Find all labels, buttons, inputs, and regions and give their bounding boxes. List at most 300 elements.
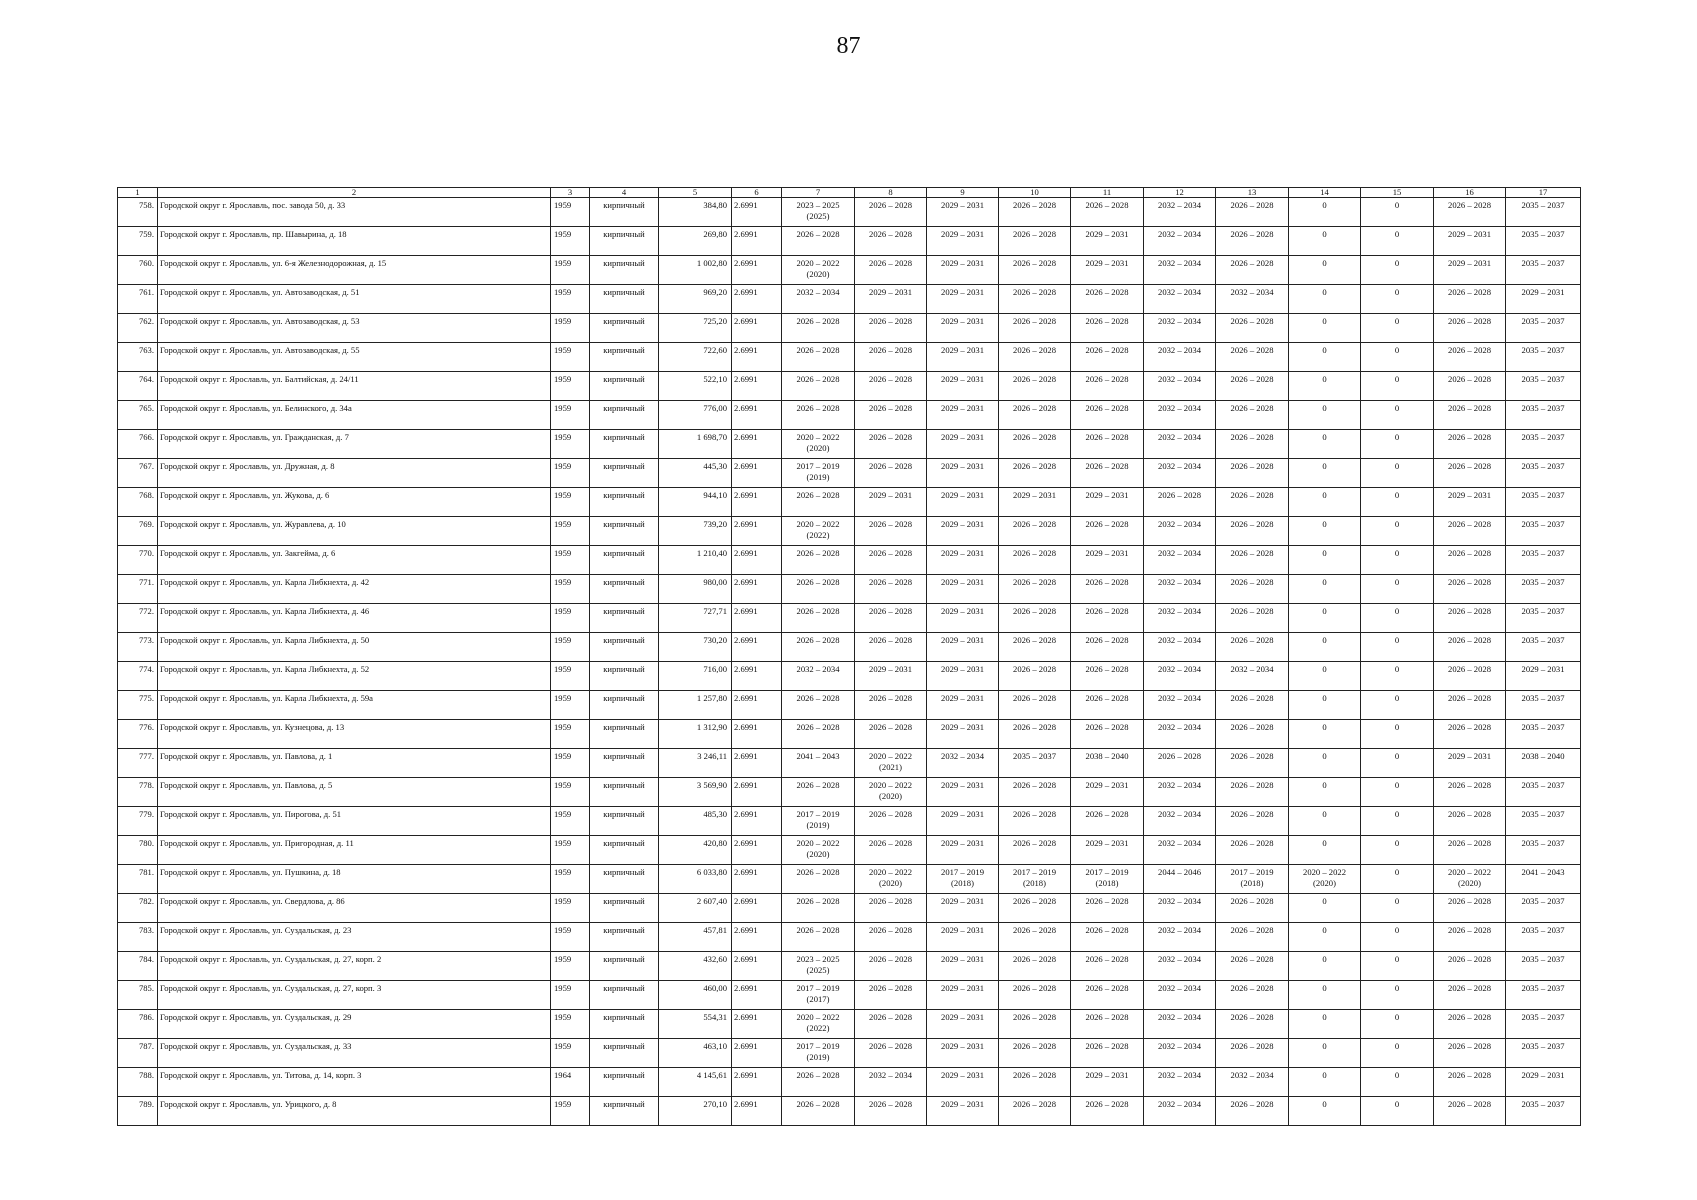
cell-col-16: 2026 – 2028 — [1434, 691, 1506, 720]
cell-col-7: 2026 – 2028 — [782, 343, 855, 372]
cell-col-12: 2032 – 2034 — [1144, 633, 1216, 662]
cell-col-12: 2032 – 2034 — [1144, 807, 1216, 836]
cell-col-8: 2026 – 2028 — [855, 372, 927, 401]
cell-col-9: 2029 – 2031 — [927, 662, 999, 691]
cell-col-11: 2026 – 2028 — [1071, 517, 1144, 546]
cell-col-1: 786. — [118, 1010, 158, 1039]
cell-col-3: 1959 — [551, 952, 590, 981]
cell-col-11: 2029 – 2031 — [1071, 778, 1144, 807]
cell-col-3: 1959 — [551, 546, 590, 575]
table-row — [118, 1068, 1581, 1097]
cell-col-14: 0 — [1289, 749, 1361, 778]
cell-col-12: 2032 – 2034 — [1144, 285, 1216, 314]
cell-col-8: 2026 – 2028 — [855, 459, 927, 488]
cell-col-16: 2026 – 2028 — [1434, 952, 1506, 981]
cell-col-7: 2026 – 2028 — [782, 604, 855, 633]
cell-col-2: Городской округ г. Ярославль, ул. Суздальская, д. 27, корп. 3 — [158, 981, 551, 1010]
cell-col-4: кирпичный — [590, 459, 659, 488]
cell-col-15: 0 — [1361, 1010, 1434, 1039]
cell-col-11: 2026 – 2028 — [1071, 604, 1144, 633]
cell-col-16: 2026 – 2028 — [1434, 981, 1506, 1010]
cell-col-14: 0 — [1289, 1010, 1361, 1039]
cell-col-2: Городской округ г. Ярославль, ул. Павлова, д. 1 — [158, 749, 551, 778]
cell-col-17: 2029 – 2031 — [1506, 285, 1581, 314]
table-row — [118, 256, 1581, 285]
cell-col-10: 2026 – 2028 — [999, 314, 1071, 343]
cell-col-4: кирпичный — [590, 952, 659, 981]
table-row — [118, 865, 1581, 894]
cell-col-6: 2.6991 — [732, 227, 782, 256]
cell-col-14: 0 — [1289, 633, 1361, 662]
table-row — [118, 1010, 1581, 1039]
cell-col-9: 2029 – 2031 — [927, 981, 999, 1010]
cell-col-3: 1959 — [551, 256, 590, 285]
cell-col-9: 2029 – 2031 — [927, 430, 999, 459]
cell-col-12: 2032 – 2034 — [1144, 343, 1216, 372]
cell-col-5: 3 246,11 — [659, 749, 732, 778]
cell-col-11: 2026 – 2028 — [1071, 894, 1144, 923]
cell-col-5: 420,80 — [659, 836, 732, 865]
cell-col-15: 0 — [1361, 401, 1434, 430]
cell-col-13: 2026 – 2028 — [1216, 343, 1289, 372]
table-row — [118, 517, 1581, 546]
cell-col-5: 432,60 — [659, 952, 732, 981]
cell-col-7: 2020 – 2022 (2020) — [782, 836, 855, 865]
cell-col-13: 2026 – 2028 — [1216, 691, 1289, 720]
cell-col-7: 2032 – 2034 — [782, 662, 855, 691]
cell-col-16: 2026 – 2028 — [1434, 285, 1506, 314]
cell-col-10: 2026 – 2028 — [999, 1039, 1071, 1068]
cell-col-1: 788. — [118, 1068, 158, 1097]
cell-col-5: 776,00 — [659, 401, 732, 430]
table-row — [118, 807, 1581, 836]
cell-col-17: 2035 – 2037 — [1506, 894, 1581, 923]
table-row — [118, 575, 1581, 604]
cell-col-17: 2035 – 2037 — [1506, 227, 1581, 256]
cell-col-15: 0 — [1361, 1039, 1434, 1068]
cell-col-3: 1959 — [551, 1039, 590, 1068]
cell-col-13: 2026 – 2028 — [1216, 256, 1289, 285]
cell-col-5: 1 257,80 — [659, 691, 732, 720]
cell-col-11: 2026 – 2028 — [1071, 198, 1144, 227]
cell-col-2: Городской округ г. Ярославль, ул. Автозаводская, д. 53 — [158, 314, 551, 343]
cell-col-3: 1959 — [551, 314, 590, 343]
cell-col-12: 2032 – 2034 — [1144, 372, 1216, 401]
cell-col-6: 2.6991 — [732, 633, 782, 662]
cell-col-2: Городской округ г. Ярославль, ул. 6-я Железнодорожная, д. 15 — [158, 256, 551, 285]
cell-col-14: 0 — [1289, 807, 1361, 836]
cell-col-10: 2026 – 2028 — [999, 1097, 1071, 1126]
column-number-row — [118, 188, 1581, 198]
cell-col-12: 2032 – 2034 — [1144, 604, 1216, 633]
cell-col-5: 944,10 — [659, 488, 732, 517]
cell-col-6: 2.6991 — [732, 517, 782, 546]
cell-col-5: 730,20 — [659, 633, 732, 662]
cell-col-16: 2026 – 2028 — [1434, 807, 1506, 836]
cell-col-7: 2017 – 2019 (2019) — [782, 459, 855, 488]
cell-col-3: 1959 — [551, 807, 590, 836]
cell-col-4: кирпичный — [590, 488, 659, 517]
table-row — [118, 604, 1581, 633]
cell-col-9: 2029 – 2031 — [927, 575, 999, 604]
cell-col-8: 2026 – 2028 — [855, 836, 927, 865]
cell-col-15: 0 — [1361, 923, 1434, 952]
cell-col-6: 2.6991 — [732, 720, 782, 749]
cell-col-1: 758. — [118, 198, 158, 227]
cell-col-17: 2035 – 2037 — [1506, 778, 1581, 807]
cell-col-13: 2032 – 2034 — [1216, 662, 1289, 691]
cell-col-2: Городской округ г. Ярославль, ул. Автозаводская, д. 51 — [158, 285, 551, 314]
cell-col-3: 1959 — [551, 778, 590, 807]
cell-col-9: 2029 – 2031 — [927, 604, 999, 633]
cell-col-17: 2035 – 2037 — [1506, 691, 1581, 720]
cell-col-14: 0 — [1289, 836, 1361, 865]
cell-col-11: 2026 – 2028 — [1071, 343, 1144, 372]
cell-col-5: 445,30 — [659, 459, 732, 488]
cell-col-7: 2026 – 2028 — [782, 633, 855, 662]
cell-col-15: 0 — [1361, 778, 1434, 807]
cell-col-2: Городской округ г. Ярославль, пр. Шавырина, д. 18 — [158, 227, 551, 256]
cell-col-16: 2026 – 2028 — [1434, 662, 1506, 691]
cell-col-4: кирпичный — [590, 343, 659, 372]
column-number-9: 9 — [927, 188, 999, 198]
cell-col-2: Городской округ г. Ярославль, ул. Гражданская, д. 7 — [158, 430, 551, 459]
cell-col-14: 0 — [1289, 256, 1361, 285]
cell-col-16: 2026 – 2028 — [1434, 604, 1506, 633]
cell-col-2: Городской округ г. Ярославль, ул. Пушкина, д. 18 — [158, 865, 551, 894]
cell-col-2: Городской округ г. Ярославль, ул. Пирогова, д. 51 — [158, 807, 551, 836]
cell-col-17: 2035 – 2037 — [1506, 198, 1581, 227]
cell-col-10: 2026 – 2028 — [999, 430, 1071, 459]
cell-col-7: 2020 – 2022 (2020) — [782, 430, 855, 459]
cell-col-17: 2035 – 2037 — [1506, 517, 1581, 546]
cell-col-10: 2026 – 2028 — [999, 285, 1071, 314]
cell-col-14: 0 — [1289, 488, 1361, 517]
cell-col-12: 2032 – 2034 — [1144, 923, 1216, 952]
cell-col-7: 2023 – 2025 (2025) — [782, 198, 855, 227]
table-row — [118, 1097, 1581, 1126]
cell-col-1: 762. — [118, 314, 158, 343]
table-row — [118, 633, 1581, 662]
cell-col-6: 2.6991 — [732, 923, 782, 952]
cell-col-7: 2026 – 2028 — [782, 1097, 855, 1126]
cell-col-17: 2035 – 2037 — [1506, 314, 1581, 343]
cell-col-7: 2020 – 2022 (2020) — [782, 256, 855, 285]
cell-col-7: 2026 – 2028 — [782, 372, 855, 401]
cell-col-12: 2032 – 2034 — [1144, 314, 1216, 343]
cell-col-6: 2.6991 — [732, 662, 782, 691]
cell-col-17: 2035 – 2037 — [1506, 546, 1581, 575]
cell-col-13: 2026 – 2028 — [1216, 430, 1289, 459]
cell-col-14: 0 — [1289, 372, 1361, 401]
cell-col-5: 4 145,61 — [659, 1068, 732, 1097]
cell-col-15: 0 — [1361, 575, 1434, 604]
cell-col-17: 2035 – 2037 — [1506, 836, 1581, 865]
cell-col-11: 2038 – 2040 — [1071, 749, 1144, 778]
cell-col-4: кирпичный — [590, 633, 659, 662]
cell-col-2: Городской округ г. Ярославль, ул. Балтийская, д. 24/11 — [158, 372, 551, 401]
cell-col-10: 2026 – 2028 — [999, 546, 1071, 575]
cell-col-4: кирпичный — [590, 778, 659, 807]
cell-col-3: 1959 — [551, 401, 590, 430]
cell-col-16: 2029 – 2031 — [1434, 488, 1506, 517]
cell-col-4: кирпичный — [590, 894, 659, 923]
cell-col-8: 2026 – 2028 — [855, 256, 927, 285]
cell-col-10: 2026 – 2028 — [999, 459, 1071, 488]
table-row — [118, 488, 1581, 517]
cell-col-12: 2032 – 2034 — [1144, 198, 1216, 227]
cell-col-6: 2.6991 — [732, 575, 782, 604]
cell-col-16: 2026 – 2028 — [1434, 633, 1506, 662]
cell-col-8: 2026 – 2028 — [855, 227, 927, 256]
cell-col-16: 2026 – 2028 — [1434, 923, 1506, 952]
cell-col-10: 2026 – 2028 — [999, 343, 1071, 372]
cell-col-12: 2032 – 2034 — [1144, 401, 1216, 430]
column-number-5: 5 — [659, 188, 732, 198]
cell-col-15: 0 — [1361, 865, 1434, 894]
cell-col-16: 2020 – 2022 (2020) — [1434, 865, 1506, 894]
cell-col-16: 2026 – 2028 — [1434, 401, 1506, 430]
column-number-2: 2 — [158, 188, 551, 198]
cell-col-6: 2.6991 — [732, 401, 782, 430]
table-row — [118, 227, 1581, 256]
cell-col-11: 2017 – 2019 (2018) — [1071, 865, 1144, 894]
cell-col-1: 767. — [118, 459, 158, 488]
cell-col-7: 2026 – 2028 — [782, 1068, 855, 1097]
cell-col-15: 0 — [1361, 430, 1434, 459]
cell-col-8: 2026 – 2028 — [855, 981, 927, 1010]
cell-col-17: 2035 – 2037 — [1506, 1010, 1581, 1039]
cell-col-13: 2026 – 2028 — [1216, 1010, 1289, 1039]
cell-col-14: 0 — [1289, 981, 1361, 1010]
housing-register-table — [117, 187, 1581, 1126]
cell-col-9: 2029 – 2031 — [927, 633, 999, 662]
cell-col-8: 2026 – 2028 — [855, 575, 927, 604]
cell-col-14: 0 — [1289, 459, 1361, 488]
cell-col-16: 2026 – 2028 — [1434, 372, 1506, 401]
cell-col-4: кирпичный — [590, 575, 659, 604]
cell-col-3: 1959 — [551, 923, 590, 952]
cell-col-4: кирпичный — [590, 662, 659, 691]
cell-col-6: 2.6991 — [732, 836, 782, 865]
cell-col-4: кирпичный — [590, 923, 659, 952]
cell-col-8: 2029 – 2031 — [855, 662, 927, 691]
cell-col-11: 2029 – 2031 — [1071, 256, 1144, 285]
cell-col-5: 1 698,70 — [659, 430, 732, 459]
cell-col-2: Городской округ г. Ярославль, ул. Павлова, д. 5 — [158, 778, 551, 807]
cell-col-8: 2026 – 2028 — [855, 517, 927, 546]
cell-col-3: 1959 — [551, 981, 590, 1010]
cell-col-2: Городской округ г. Ярославль, ул. Карла Либкнехта, д. 59а — [158, 691, 551, 720]
cell-col-9: 2029 – 2031 — [927, 1039, 999, 1068]
cell-col-10: 2026 – 2028 — [999, 517, 1071, 546]
cell-col-6: 2.6991 — [732, 807, 782, 836]
cell-col-13: 2026 – 2028 — [1216, 1097, 1289, 1126]
table-body — [118, 198, 1581, 1126]
cell-col-16: 2029 – 2031 — [1434, 227, 1506, 256]
cell-col-15: 0 — [1361, 198, 1434, 227]
cell-col-3: 1959 — [551, 749, 590, 778]
cell-col-15: 0 — [1361, 952, 1434, 981]
cell-col-12: 2032 – 2034 — [1144, 720, 1216, 749]
table-row — [118, 778, 1581, 807]
table-row — [118, 836, 1581, 865]
cell-col-7: 2026 – 2028 — [782, 314, 855, 343]
cell-col-16: 2026 – 2028 — [1434, 575, 1506, 604]
cell-col-6: 2.6991 — [732, 343, 782, 372]
cell-col-17: 2035 – 2037 — [1506, 256, 1581, 285]
cell-col-15: 0 — [1361, 488, 1434, 517]
cell-col-13: 2026 – 2028 — [1216, 604, 1289, 633]
cell-col-17: 2035 – 2037 — [1506, 401, 1581, 430]
cell-col-7: 2020 – 2022 (2022) — [782, 1010, 855, 1039]
cell-col-12: 2026 – 2028 — [1144, 488, 1216, 517]
cell-col-13: 2032 – 2034 — [1216, 1068, 1289, 1097]
cell-col-6: 2.6991 — [732, 749, 782, 778]
cell-col-8: 2026 – 2028 — [855, 401, 927, 430]
table-row — [118, 749, 1581, 778]
cell-col-15: 0 — [1361, 517, 1434, 546]
cell-col-14: 0 — [1289, 227, 1361, 256]
cell-col-11: 2029 – 2031 — [1071, 488, 1144, 517]
cell-col-10: 2026 – 2028 — [999, 778, 1071, 807]
cell-col-10: 2026 – 2028 — [999, 1068, 1071, 1097]
cell-col-6: 2.6991 — [732, 778, 782, 807]
cell-col-7: 2026 – 2028 — [782, 691, 855, 720]
cell-col-2: Городской округ г. Ярославль, ул. Суздальская, д. 33 — [158, 1039, 551, 1068]
cell-col-14: 0 — [1289, 1039, 1361, 1068]
cell-col-3: 1959 — [551, 285, 590, 314]
cell-col-1: 781. — [118, 865, 158, 894]
cell-col-12: 2032 – 2034 — [1144, 981, 1216, 1010]
cell-col-8: 2026 – 2028 — [855, 894, 927, 923]
cell-col-16: 2026 – 2028 — [1434, 517, 1506, 546]
cell-col-10: 2026 – 2028 — [999, 401, 1071, 430]
cell-col-16: 2026 – 2028 — [1434, 778, 1506, 807]
cell-col-4: кирпичный — [590, 1039, 659, 1068]
cell-col-12: 2032 – 2034 — [1144, 1097, 1216, 1126]
cell-col-6: 2.6991 — [732, 1097, 782, 1126]
cell-col-1: 776. — [118, 720, 158, 749]
cell-col-1: 775. — [118, 691, 158, 720]
cell-col-17: 2029 – 2031 — [1506, 1068, 1581, 1097]
cell-col-4: кирпичный — [590, 981, 659, 1010]
cell-col-6: 2.6991 — [732, 865, 782, 894]
cell-col-1: 761. — [118, 285, 158, 314]
cell-col-3: 1959 — [551, 372, 590, 401]
cell-col-11: 2026 – 2028 — [1071, 314, 1144, 343]
cell-col-4: кирпичный — [590, 1068, 659, 1097]
cell-col-12: 2032 – 2034 — [1144, 836, 1216, 865]
cell-col-1: 778. — [118, 778, 158, 807]
table-row — [118, 430, 1581, 459]
column-number-4: 4 — [590, 188, 659, 198]
cell-col-5: 716,00 — [659, 662, 732, 691]
cell-col-14: 0 — [1289, 604, 1361, 633]
cell-col-4: кирпичный — [590, 836, 659, 865]
cell-col-15: 0 — [1361, 256, 1434, 285]
cell-col-3: 1959 — [551, 691, 590, 720]
cell-col-4: кирпичный — [590, 604, 659, 633]
cell-col-9: 2029 – 2031 — [927, 227, 999, 256]
cell-col-5: 457,81 — [659, 923, 732, 952]
cell-col-16: 2026 – 2028 — [1434, 1039, 1506, 1068]
cell-col-15: 0 — [1361, 314, 1434, 343]
cell-col-8: 2026 – 2028 — [855, 1097, 927, 1126]
cell-col-4: кирпичный — [590, 256, 659, 285]
cell-col-11: 2026 – 2028 — [1071, 662, 1144, 691]
cell-col-13: 2026 – 2028 — [1216, 807, 1289, 836]
cell-col-3: 1959 — [551, 1010, 590, 1039]
cell-col-15: 0 — [1361, 662, 1434, 691]
cell-col-12: 2032 – 2034 — [1144, 778, 1216, 807]
cell-col-16: 2026 – 2028 — [1434, 314, 1506, 343]
cell-col-2: Городской округ г. Ярославль, ул. Карла Либкнехта, д. 50 — [158, 633, 551, 662]
cell-col-2: Городской округ г. Ярославль, ул. Карла Либкнехта, д. 52 — [158, 662, 551, 691]
cell-col-6: 2.6991 — [732, 488, 782, 517]
cell-col-6: 2.6991 — [732, 256, 782, 285]
cell-col-17: 2035 – 2037 — [1506, 1097, 1581, 1126]
cell-col-6: 2.6991 — [732, 430, 782, 459]
column-number-6: 6 — [732, 188, 782, 198]
cell-col-6: 2.6991 — [732, 459, 782, 488]
cell-col-4: кирпичный — [590, 314, 659, 343]
cell-col-13: 2032 – 2034 — [1216, 285, 1289, 314]
cell-col-9: 2029 – 2031 — [927, 778, 999, 807]
cell-col-1: 782. — [118, 894, 158, 923]
cell-col-15: 0 — [1361, 372, 1434, 401]
cell-col-8: 2026 – 2028 — [855, 633, 927, 662]
cell-col-3: 1959 — [551, 720, 590, 749]
cell-col-7: 2032 – 2034 — [782, 285, 855, 314]
cell-col-17: 2038 – 2040 — [1506, 749, 1581, 778]
cell-col-10: 2026 – 2028 — [999, 807, 1071, 836]
cell-col-4: кирпичный — [590, 720, 659, 749]
cell-col-2: Городской округ г. Ярославль, ул. Пригородная, д. 11 — [158, 836, 551, 865]
table-row — [118, 546, 1581, 575]
cell-col-5: 270,10 — [659, 1097, 732, 1126]
cell-col-4: кирпичный — [590, 372, 659, 401]
cell-col-12: 2032 – 2034 — [1144, 894, 1216, 923]
cell-col-8: 2029 – 2031 — [855, 488, 927, 517]
cell-col-5: 1 210,40 — [659, 546, 732, 575]
cell-col-16: 2026 – 2028 — [1434, 720, 1506, 749]
cell-col-16: 2026 – 2028 — [1434, 1097, 1506, 1126]
cell-col-16: 2026 – 2028 — [1434, 836, 1506, 865]
cell-col-14: 0 — [1289, 430, 1361, 459]
cell-col-12: 2032 – 2034 — [1144, 517, 1216, 546]
cell-col-17: 2035 – 2037 — [1506, 488, 1581, 517]
cell-col-14: 0 — [1289, 546, 1361, 575]
cell-col-5: 739,20 — [659, 517, 732, 546]
cell-col-6: 2.6991 — [732, 314, 782, 343]
cell-col-13: 2026 – 2028 — [1216, 952, 1289, 981]
cell-col-10: 2026 – 2028 — [999, 662, 1071, 691]
cell-col-15: 0 — [1361, 807, 1434, 836]
cell-col-13: 2026 – 2028 — [1216, 720, 1289, 749]
cell-col-13: 2026 – 2028 — [1216, 517, 1289, 546]
cell-col-5: 384,80 — [659, 198, 732, 227]
cell-col-7: 2026 – 2028 — [782, 575, 855, 604]
cell-col-14: 0 — [1289, 778, 1361, 807]
cell-col-4: кирпичный — [590, 691, 659, 720]
cell-col-5: 980,00 — [659, 575, 732, 604]
cell-col-14: 0 — [1289, 198, 1361, 227]
cell-col-5: 463,10 — [659, 1039, 732, 1068]
cell-col-3: 1959 — [551, 343, 590, 372]
cell-col-12: 2032 – 2034 — [1144, 952, 1216, 981]
cell-col-16: 2026 – 2028 — [1434, 459, 1506, 488]
